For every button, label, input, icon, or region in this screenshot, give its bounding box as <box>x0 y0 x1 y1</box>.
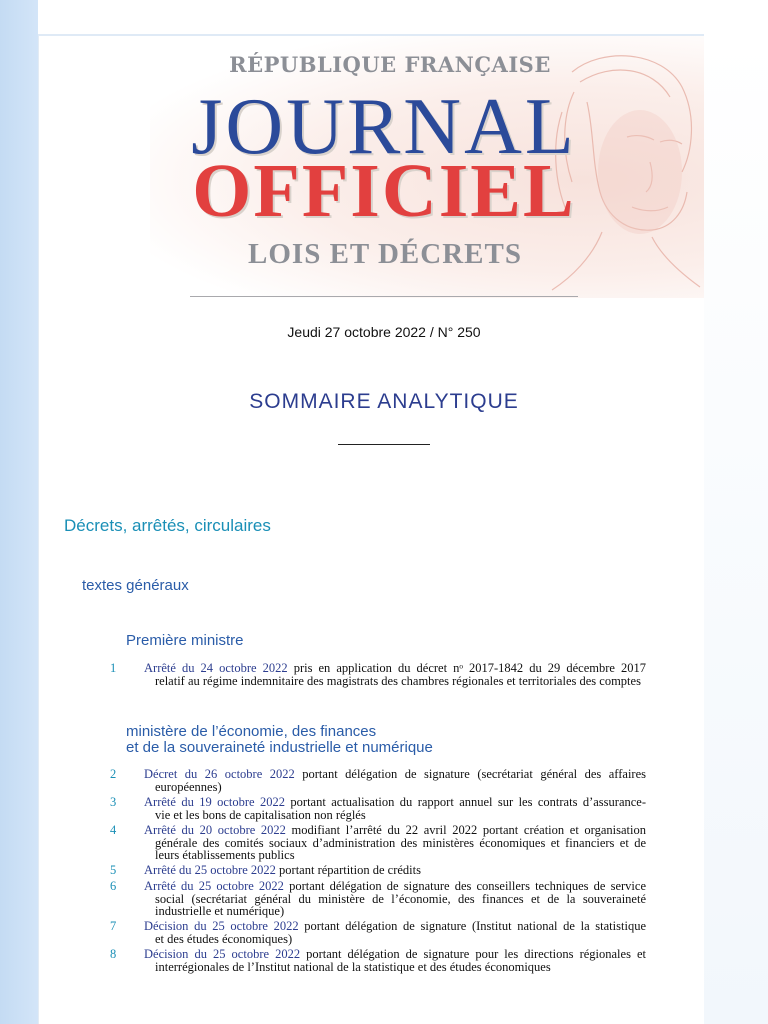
entry-number: 6 <box>110 879 117 893</box>
ministry-heading-economie <box>126 724 433 756</box>
entry-reference-link[interactable]: Arrêté du 20 octobre 2022 <box>144 823 286 837</box>
entry-reference-link[interactable]: Arrêté du 25 octobre 2022 <box>144 879 284 893</box>
issue-date-number: Jeudi 27 octobre 2022 / N° 250 <box>287 324 481 340</box>
list-item[interactable] <box>110 768 646 793</box>
ministry-heading-line: ministère de l’économie, des finances <box>126 723 377 740</box>
entry-number: 2 <box>110 767 117 781</box>
entry-text: modifiant l’arrêté du 22 avril 2022 portant création et organisation <box>285 823 646 837</box>
entry-number: 3 <box>110 795 117 809</box>
entry-text-continued: européennes) <box>155 779 222 794</box>
left-margin-band <box>0 0 38 1024</box>
entry-text-continued: relatif au régime indemnitaire des magistrats des chambres régionales et territoriales des comptes <box>155 673 641 688</box>
republique-francaise-title: RÉPUBLIQUE FRANÇAISE <box>229 52 551 77</box>
subsection-heading: textes généraux <box>82 577 189 594</box>
entry-reference-link[interactable]: Arrêté du 24 octobre 2022 <box>144 661 288 675</box>
entry-text: pris en application du décret nᵒ 2017-1842 du 29 décembre 2017 <box>287 661 646 675</box>
entry-text-continued: interrégionales de l’Institut national de la statistique et des études économiques <box>155 959 551 974</box>
list-item[interactable] <box>110 662 646 687</box>
entry-text: portant délégation de signature (secrétariat général des affaires <box>294 767 646 781</box>
entry-text-continued: et des études économiques) <box>155 931 293 946</box>
entry-reference-link[interactable]: Décision du 25 octobre 2022 <box>144 947 301 961</box>
list-item[interactable] <box>110 864 646 877</box>
list-item[interactable] <box>110 920 646 945</box>
list-item[interactable] <box>110 796 646 821</box>
entry-text: portant répartition de crédits <box>275 863 421 877</box>
section-heading: Décrets, arrêtés, circulaires <box>64 516 271 535</box>
list-item[interactable] <box>110 824 646 862</box>
entry-number: 1 <box>110 661 117 675</box>
ministry-heading-premiere-ministre <box>126 633 244 649</box>
entry-text: portant délégation de signature pour les directions régionales et <box>300 947 646 961</box>
entry-reference-link[interactable]: Arrêté du 25 octobre 2022 <box>144 863 276 877</box>
entry-number: 7 <box>110 919 117 933</box>
entry-text-continued: vie et les bons de capitalisation non réglés <box>155 807 366 822</box>
entry-text: portant actualisation du rapport annuel sur les contrats d’assurance- <box>285 795 647 809</box>
page-title: SOMMAIRE ANALYTIQUE <box>249 390 519 413</box>
entry-reference-link[interactable]: Arrêté du 19 octobre 2022 <box>144 795 286 809</box>
entry-text-continued: générale des comités sociaux d’administration des ministères économiques et financiers et de leurs établissements publics <box>155 835 646 862</box>
entry-reference-link[interactable]: Décision du 25 octobre 2022 <box>144 919 299 933</box>
ministry-heading-line: et de la souveraineté industrielle et numérique <box>126 739 433 756</box>
entry-text: portant délégation de signature des conseillers techniques de service <box>283 879 646 893</box>
right-margin-band <box>704 34 768 1024</box>
masthead-divider <box>190 296 578 297</box>
list-item[interactable] <box>110 880 646 918</box>
list-item[interactable] <box>110 948 646 973</box>
entry-reference-link[interactable]: Décret du 26 octobre 2022 <box>144 767 295 781</box>
entry-number: 8 <box>110 947 117 961</box>
journal-wordmark: JOURNAL <box>191 83 577 171</box>
entry-number: 5 <box>110 863 117 877</box>
officiel-wordmark: OFFICIEL <box>192 149 576 233</box>
entry-text-continued: social (secrétariat général du ministère de l’économie, des finances et de la souveraineté industrielle et numérique) <box>155 891 646 918</box>
top-margin <box>38 0 768 34</box>
lois-et-decrets-title: LOIS ET DÉCRETS <box>248 238 522 270</box>
title-divider <box>338 444 430 445</box>
ministry-heading-line: Première ministre <box>126 632 244 649</box>
entry-text: portant délégation de signature (Institut national de la statistique <box>298 919 646 933</box>
entry-number: 4 <box>110 823 117 837</box>
